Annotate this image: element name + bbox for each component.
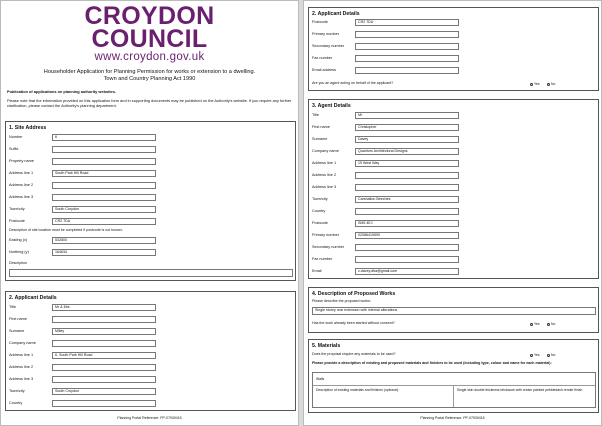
applicant-row [312, 67, 598, 74]
field-label: Number [9, 135, 23, 139]
existing-materials-label: Description of existing materials and finishes (optional): [316, 388, 399, 392]
site-row [9, 194, 295, 201]
description-field[interactable] [9, 269, 293, 277]
field-label: Address line 3 [9, 195, 34, 199]
field-label: Property name [9, 159, 34, 163]
applicant-details-section [5, 291, 296, 411]
easting-field[interactable]: 532800 [52, 237, 156, 244]
address-line-2-field[interactable] [52, 182, 156, 189]
no-label: No [551, 353, 556, 357]
applicant-row [9, 304, 295, 311]
secondary-number-field[interactable] [355, 43, 459, 50]
agent-row [312, 124, 598, 131]
field-label: First name [312, 125, 330, 129]
surname-field[interactable]: Milley [52, 328, 156, 335]
address-line-3-field[interactable] [52, 376, 156, 383]
site-row [9, 158, 295, 165]
materials-instruction: Please provide a description of existing and proposed materials and finishes to be used (including type, colour and name for each material): [312, 361, 552, 365]
town-city-field[interactable]: South Croydon [52, 388, 156, 395]
site-row [9, 182, 295, 189]
postcode-field[interactable]: CR2 7DU [355, 19, 459, 26]
primary-number-field[interactable] [355, 31, 459, 38]
title-line-2: Town and Country Planning Act 1990 [103, 75, 196, 82]
applicant-row [9, 364, 295, 371]
field-label: Fax number [312, 257, 333, 261]
site-row [9, 206, 295, 213]
field-label: Title [312, 113, 320, 117]
applicant-row [9, 316, 295, 323]
field-label: Address line 3 [9, 377, 34, 381]
materials-yes-option[interactable] [530, 353, 540, 357]
table-divider [453, 385, 454, 407]
title-field[interactable]: Mr [355, 112, 459, 119]
field-label: Postcode [312, 20, 328, 24]
logo-url: www.croydon.gov.uk [94, 51, 205, 63]
field-label: Email address [312, 68, 337, 72]
address-line-3-field[interactable] [52, 194, 156, 201]
agent-row [312, 160, 598, 167]
agent-yes-option[interactable] [530, 82, 540, 86]
email-address-field[interactable] [355, 67, 459, 74]
field-label: Postcode [312, 221, 328, 225]
field-label: Address line 2 [9, 365, 34, 369]
postcode-field[interactable]: CR2 7DU [52, 218, 156, 225]
proposed-works-section [308, 287, 599, 333]
site-row [9, 218, 295, 225]
easting-row [9, 237, 295, 244]
logo-line-1: CROYDON [84, 2, 215, 30]
publication-text: Please note that the information provided on this application form and in supporting documents may be published on the Authority's website. If you require any further clarification, please contact the Authority's planning department. [7, 98, 292, 108]
field-label: Company name [9, 341, 36, 345]
field-label: Town/city [9, 207, 25, 211]
location-note: Description of site location must be completed if postcode is not known: [9, 228, 123, 232]
agent-row [312, 208, 598, 215]
fax-number-field[interactable] [355, 55, 459, 62]
walls-label: Walls [316, 377, 325, 381]
site-row [9, 170, 295, 177]
yes-label: Yes [534, 322, 540, 326]
section-title: 3. Agent Details [312, 103, 351, 109]
agent-details-section [308, 99, 599, 279]
materials-table [312, 372, 596, 408]
northing-row [9, 249, 295, 256]
yes-label: Yes [534, 353, 540, 357]
radio-icon [530, 354, 533, 357]
address-line-1-field[interactable]: 19 West Way [355, 160, 459, 167]
radio-icon [547, 323, 550, 326]
address-line-2-field[interactable] [355, 172, 459, 179]
field-label: Northing (y) [9, 250, 29, 254]
field-label: Fax number [312, 56, 333, 60]
property-name-field[interactable] [52, 158, 156, 165]
field-label: Address line 1 [9, 171, 34, 175]
fax-number-field[interactable] [355, 256, 459, 263]
applicant-row [9, 376, 295, 383]
no-label: No [551, 322, 556, 326]
section-title: 1. Site Address [9, 125, 47, 131]
field-label: Postcode [9, 219, 25, 223]
agent-row [312, 172, 598, 179]
site-row [9, 146, 295, 153]
page-footer: Planning Portal Reference: PP-07930415 [420, 416, 485, 420]
applicant-row [9, 340, 295, 347]
surname-field[interactable]: Davey [355, 136, 459, 143]
logo-line-2: COUNCIL [91, 25, 208, 53]
agent-row [312, 256, 598, 263]
started-no-option[interactable] [547, 322, 555, 326]
primary-number-field[interactable]: 02086419590 [355, 232, 459, 239]
field-label: Town/city [312, 197, 328, 201]
number-field[interactable]: 6 [52, 134, 156, 141]
works-description-field[interactable]: Single storey rear extension with internal alterations [312, 307, 596, 315]
applicant-details-continued-section [308, 7, 599, 91]
agent-row [312, 196, 598, 203]
field-label: Primary number [312, 233, 340, 237]
works-prompt: Please describe the proposed works: [312, 299, 371, 303]
applicant-row [312, 55, 598, 62]
applicant-row [9, 388, 295, 395]
town-city-field[interactable]: South Croydon [52, 206, 156, 213]
field-label: Easting (x) [9, 238, 28, 242]
agent-row [312, 268, 598, 275]
title-field[interactable]: Mr & Mrs [52, 304, 156, 311]
field-label: Country [312, 209, 326, 213]
field-label: Primary number [312, 32, 340, 36]
address-line-1-field[interactable]: South Park Hill Road [52, 170, 156, 177]
radio-icon [547, 354, 550, 357]
section-title: 4. Description of Proposed Works [312, 291, 396, 297]
proposed-materials-field[interactable]: Single skin double thickness brickwork with cream painted pebbledash render finish [457, 388, 583, 392]
secondary-number-field[interactable] [355, 244, 459, 251]
section-title: 2. Applicant Details [312, 11, 360, 17]
company-name-field[interactable]: Quantum Architectural Designs [355, 148, 459, 155]
postcode-field[interactable]: SM5 4EJ [355, 220, 459, 227]
table-divider [313, 385, 595, 386]
agent-row [312, 112, 598, 119]
site-row [9, 134, 295, 141]
field-label: Address line 1 [9, 353, 34, 357]
address-line-3-field[interactable] [355, 184, 459, 191]
radio-icon [530, 323, 533, 326]
field-label: Country [9, 401, 23, 405]
town-city-field[interactable]: Carshalton Beeches [355, 196, 459, 203]
address-line-2-field[interactable] [52, 364, 156, 371]
field-label: Town/city [9, 389, 25, 393]
field-label: Secondary number [312, 245, 345, 249]
no-label: No [551, 82, 556, 86]
yes-label: Yes [534, 82, 540, 86]
title-line-1: Householder Application for Planning Permission for works or extension to a dwelling. [43, 69, 256, 75]
applicant-row [9, 400, 295, 407]
applicant-row [312, 43, 598, 50]
started-question: Has the work already been started without consent? [312, 321, 395, 325]
field-label: Address line 2 [9, 183, 34, 187]
country-field[interactable] [355, 208, 459, 215]
email-field[interactable]: c.davey.dba@gmail.com [355, 268, 459, 275]
description-label: Description [9, 261, 27, 265]
applicant-row [312, 19, 598, 26]
field-label: Address line 3 [312, 185, 337, 189]
agent-no-option[interactable] [547, 82, 555, 86]
applicant-row [9, 352, 295, 359]
field-label: Suffix [9, 147, 19, 151]
field-label: First name [9, 317, 27, 321]
publication-heading: Publication of applications on planning authority websites. [7, 89, 116, 94]
first-name-field[interactable] [52, 316, 156, 323]
field-label: Address line 2 [312, 173, 337, 177]
agent-question: Are you an agent acting on behalf of the applicant? [312, 81, 394, 85]
radio-icon [530, 83, 533, 86]
section-title: 2. Applicant Details [9, 295, 57, 301]
field-label: Surname [312, 137, 328, 141]
agent-row [312, 148, 598, 155]
agent-row [312, 244, 598, 251]
materials-question: Does the proposal require any materials to be used? [312, 352, 396, 356]
field-label: Surname [9, 329, 25, 333]
document-title [11, 69, 288, 82]
applicant-row [9, 328, 295, 335]
field-label: Secondary number [312, 44, 345, 48]
first-name-field[interactable]: Christopher [355, 124, 459, 131]
company-name-field[interactable] [52, 340, 156, 347]
field-label: Title [9, 305, 17, 309]
agent-row [312, 232, 598, 239]
agent-row [312, 184, 598, 191]
agent-row [312, 220, 598, 227]
form-page-2 [303, 0, 602, 426]
started-yes-option[interactable] [530, 322, 540, 326]
form-page-1 [0, 0, 299, 426]
field-label: Email [312, 269, 322, 273]
country-field[interactable] [52, 400, 156, 407]
page-footer: Planning Portal Reference: PP-07930415 [117, 416, 182, 420]
radio-icon [547, 83, 550, 86]
materials-no-option[interactable] [547, 353, 555, 357]
suffix-field[interactable] [52, 146, 156, 153]
northing-field[interactable]: 164634 [52, 249, 156, 256]
section-title: 5. Materials [312, 343, 341, 349]
agent-row [312, 136, 598, 143]
site-address-section [5, 121, 296, 281]
field-label: Company name [312, 149, 339, 153]
materials-section [308, 339, 599, 413]
field-label: Address line 1 [312, 161, 337, 165]
applicant-row [312, 31, 598, 38]
address-line-1-field[interactable]: 6, South Park Hill Road [52, 352, 156, 359]
